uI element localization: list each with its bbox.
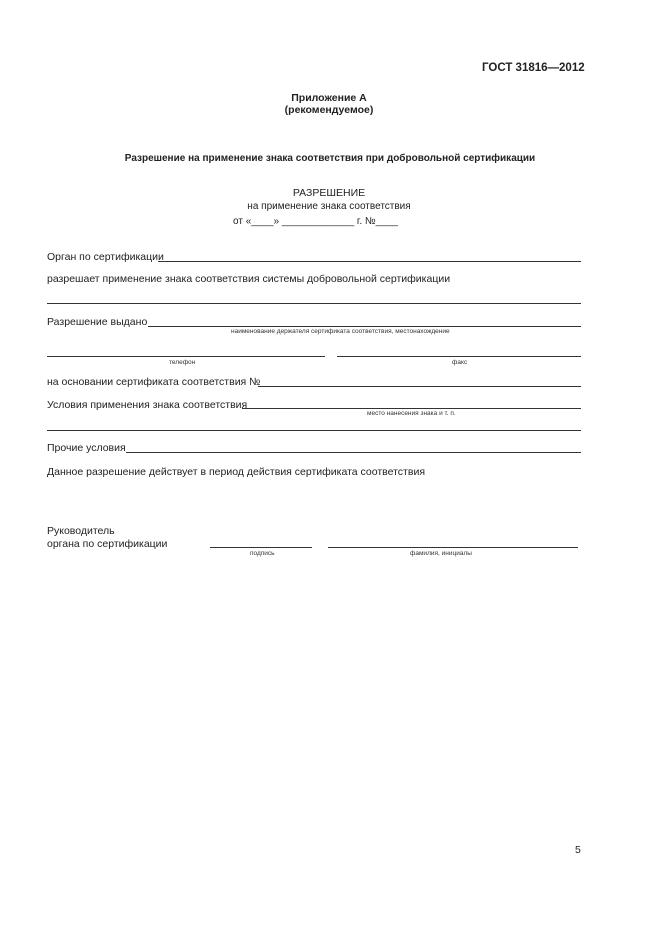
signature-caption: подпись — [250, 550, 275, 557]
basis-label: на основании сертификата соответствия № — [47, 376, 261, 388]
page-number: 5 — [575, 844, 581, 856]
section-title: Разрешение на применение знака соответствия при добровольной сертификации — [124, 153, 536, 164]
certification-body-label: Орган по сертификации — [47, 251, 164, 263]
validity-text: Данное разрешение действует в период действия сертификата соответствия — [47, 466, 425, 478]
signature-field[interactable] — [210, 547, 312, 548]
phone-field[interactable] — [47, 356, 325, 357]
signer-title-line2: органа по сертификации — [47, 538, 168, 550]
issued-to-field[interactable] — [148, 326, 581, 327]
certificate-number-field[interactable] — [258, 386, 581, 387]
form-heading: РАЗРЕШЕНИЕ — [292, 187, 366, 199]
other-conditions-field[interactable] — [126, 452, 581, 453]
permits-field[interactable] — [47, 303, 581, 304]
conditions-label: Условия применения знака соответствия — [47, 399, 248, 411]
conditions-caption: место нанесения знака и т. п. — [367, 410, 456, 417]
fax-caption: факс — [452, 359, 468, 366]
form-date-line: от «____» _____________ г. №____ — [233, 216, 398, 227]
conditions-field[interactable] — [242, 408, 581, 409]
conditions-field-2[interactable] — [47, 430, 581, 431]
document-code: ГОСТ 31816—2012 — [482, 62, 585, 74]
form-subheading: на применение знака соответствия — [247, 201, 411, 212]
issued-to-caption: наименование держателя сертификата соответствия, местонахождение — [231, 328, 450, 335]
permits-text: разрешает применение знака соответствия системы добровольной сертификации — [47, 273, 451, 285]
signer-name-caption: фамилия, инициалы — [410, 550, 472, 557]
annex-title: Приложение А — [291, 92, 367, 104]
certification-body-field[interactable] — [158, 261, 581, 262]
signer-title-line1: Руководитель — [47, 525, 115, 537]
annex-status: (рекомендуемое) — [284, 104, 374, 116]
signer-name-field[interactable] — [328, 547, 578, 548]
fax-field[interactable] — [337, 356, 581, 357]
other-conditions-label: Прочие условия — [47, 442, 126, 454]
issued-to-label: Разрешение выдано — [47, 316, 148, 328]
phone-caption: телефон — [169, 359, 196, 366]
